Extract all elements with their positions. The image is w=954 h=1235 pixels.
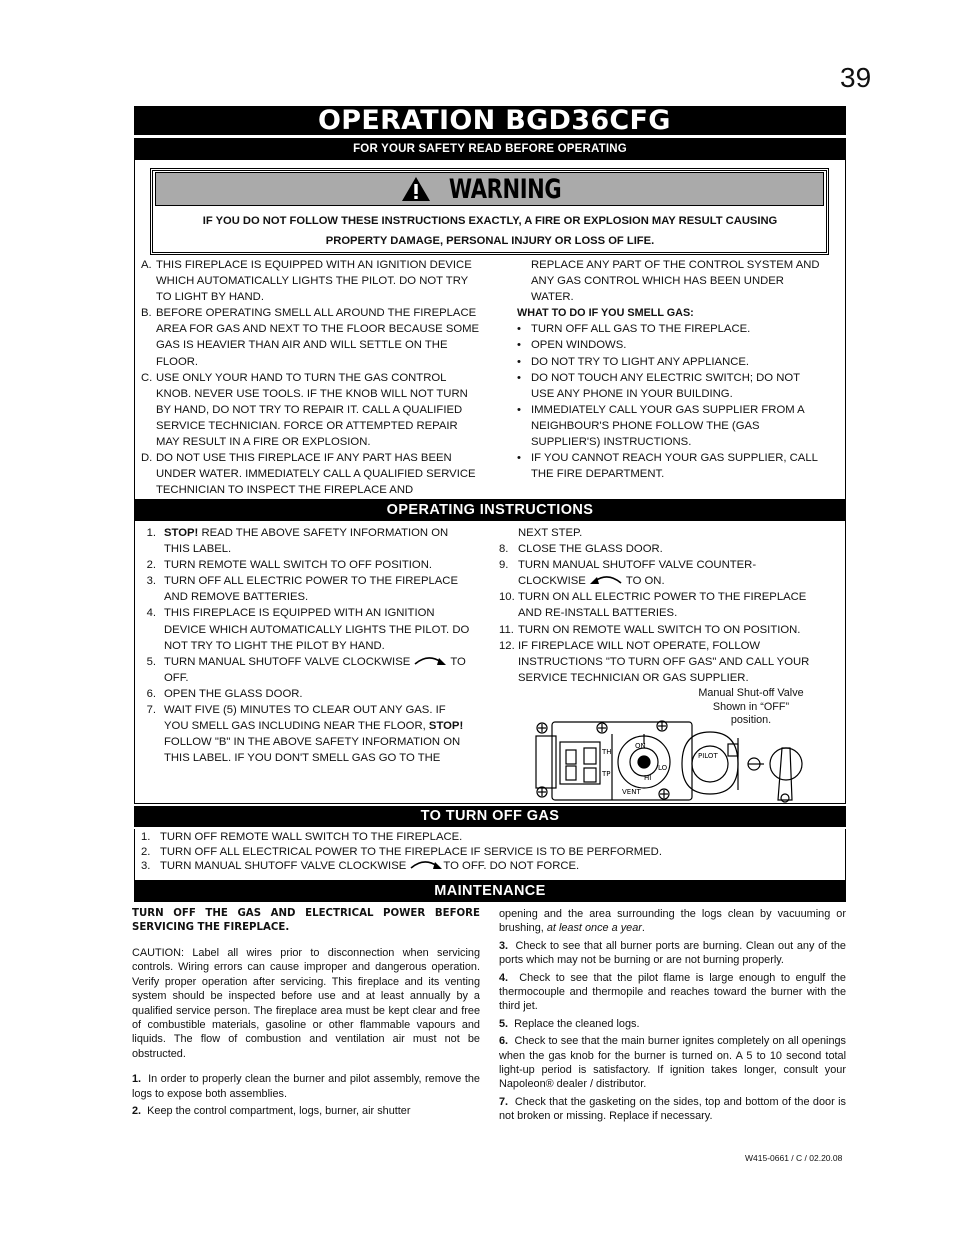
text-line: DO NOT USE THIS FIREPLACE IF ANY PART HAS BEEN — [156, 452, 452, 465]
item-number: 1. — [132, 1073, 142, 1086]
step-12 — [499, 638, 844, 686]
step-10 — [499, 589, 844, 621]
turn-off-steps — [141, 830, 841, 874]
valve-label-pilot: PILOT — [698, 752, 718, 760]
text-line: UNDER WATER. IMMEDIATELY CALL A QUALIFIED SERVICE — [156, 468, 476, 481]
text-line: TO — [450, 655, 466, 668]
caption-line: Shown in “OFF” — [712, 700, 790, 713]
smell-gas-item — [517, 402, 839, 450]
italic-emphasis: at least once a year — [543, 922, 642, 935]
text-line: ANY GAS CONTROL WHICH HAS BEEN UNDER — [531, 275, 784, 288]
step-11 — [499, 622, 844, 638]
text-line: USE ONLY YOUR HAND TO TURN THE GAS CONTROL — [156, 371, 447, 384]
maintenance-item-2 — [132, 1104, 480, 1118]
text-line: MAY RESULT IN A FIRE OR EXPLOSION. — [156, 436, 371, 449]
text-line: BEFORE OPERATING SMELL ALL AROUND THE FIREPLACE — [156, 307, 477, 320]
item-marker: C. — [141, 371, 153, 384]
item-text: Check that the gasketing on the sides, top and bottom of the door is not broken or missing. Replace if necessary. — [499, 1095, 846, 1123]
text-line: OPEN THE GLASS DOOR. — [164, 687, 303, 700]
item-number: 2. — [132, 1105, 142, 1118]
step-number: 10. — [499, 591, 515, 604]
item-number: 4. — [499, 971, 509, 984]
smell-gas-item — [517, 337, 839, 353]
text-line: TURN OFF REMOTE WALL SWITCH TO THE FIREPLACE. — [160, 831, 463, 843]
step-number: 2. — [146, 559, 156, 572]
valve-label-on: ON — [635, 742, 646, 750]
text-line: DEVICE WHICH AUTOMATICALLY LIGHTS THE PILOT. DO — [164, 623, 470, 636]
text-line: TURN ON REMOTE WALL SWITCH TO ON POSITION. — [518, 623, 801, 636]
step-number: 5. — [146, 655, 156, 668]
step-2 — [135, 557, 490, 573]
bullet: • — [517, 452, 521, 465]
item-text: opening and the area surrounding the logs clean by vacuuming or brushing, — [499, 908, 846, 935]
bullet: • — [517, 403, 521, 416]
maintenance-item-5 — [499, 1017, 846, 1031]
text-line: THIS FIREPLACE IS EQUIPPED WITH AN IGNITION — [164, 607, 435, 620]
text-line: THIS LABEL. IF YOU DON'T SMELL GAS GO TO THE — [164, 752, 441, 765]
warning-text — [160, 212, 820, 251]
page-title: OPERATION BGD36CFG — [134, 106, 846, 135]
valve-label-hi: HI — [644, 774, 652, 782]
text-line: WHICH AUTOMATICALLY LIGHTS THE PILOT. DO NOT TRY — [156, 275, 469, 288]
text-line: IMMEDIATELY CALL YOUR GAS SUPPLIER FROM A — [531, 403, 805, 416]
maintenance-heading: MAINTENANCE — [134, 881, 846, 902]
gas-valve-illustration — [532, 714, 814, 804]
text-line: THIS LABEL. — [164, 543, 232, 556]
item-marker: D. — [141, 452, 153, 465]
text-line: REPLACE ANY PART OF THE CONTROL SYSTEM AND — [531, 259, 820, 271]
maintenance-item-7 — [499, 1095, 846, 1124]
smell-gas-item — [517, 354, 839, 370]
text-line: NEIGHBOUR'S PHONE FOLLOW THE (GAS — [531, 419, 760, 432]
item-text: . — [641, 922, 645, 935]
text-line: TURN ON ALL ELECTRIC POWER TO THE FIREPLACE — [518, 591, 807, 604]
text-line: IF FIREPLACE WILL NOT OPERATE, FOLLOW — [518, 639, 761, 652]
item-text: In order to properly clean the burner and pilot assembly, remove the logs to expose both assemblies. — [132, 1073, 480, 1100]
maintenance-right-column — [499, 907, 846, 1127]
step-1 — [135, 525, 490, 557]
step-8 — [499, 541, 844, 557]
smell-gas-item — [517, 370, 839, 402]
text-line: BY HAND, DO NOT TRY TO REPAIR IT. CALL A QUALIFIED — [156, 403, 463, 416]
step-number: 9. — [499, 559, 509, 572]
text-line: TURN MANUAL SHUTOFF VALVE CLOCKWISE — [160, 860, 407, 873]
text-line: READ THE ABOVE SAFETY INFORMATION ON — [198, 527, 449, 539]
text-line: FOLLOW "B" IN THE ABOVE SAFETY INFORMATION ON — [164, 736, 461, 749]
smell-gas-item — [517, 450, 839, 482]
step-number: 3. — [141, 860, 151, 873]
text-line: AND REMOVE BATTERIES. — [164, 591, 309, 604]
step-7 — [135, 702, 490, 766]
text-line: YOU SMELL GAS INCLUDING NEAR THE FLOOR, — [164, 720, 426, 733]
text-line: TURN OFF ALL ELECTRICAL POWER TO THE FIREPLACE IF SERVICE IS TO BE PERFORMED. — [160, 845, 662, 858]
text-line: CLOCKWISE — [518, 575, 586, 588]
item-text: Keep the control compartment, logs, burner, air shutter — [147, 1105, 411, 1118]
text-line: SERVICE TECHNICIAN. FORCE OR ATTEMPTED REPAIR — [156, 419, 458, 432]
maintenance-item-4 — [499, 971, 846, 1014]
item-text: Check to see that the main burner ignites completely on all openings when the gas knob for the burner is turned on. A 5 to 10 second total light-up period is satisfactory. If ignition takes longer, consult your Napoleon® dealer / distributor. — [499, 1035, 847, 1091]
operating-left-column — [135, 525, 490, 766]
text-line: WATER. — [531, 291, 574, 304]
warning-triangle-icon — [401, 176, 431, 202]
caption-line: Manual Shut-off Valve — [698, 687, 804, 699]
text-line: OPEN WINDOWS. — [531, 339, 627, 352]
bullet: • — [517, 323, 521, 336]
text-line: SUPPLIER'S) INSTRUCTIONS. — [531, 436, 692, 449]
step-number: 1. — [141, 831, 151, 843]
text-line: FLOOR. — [156, 355, 199, 368]
caption-line: position. — [730, 714, 772, 726]
step-number: 2. — [141, 845, 151, 858]
text-line: SERVICE TECHNICIAN OR GAS SUPPLIER. — [518, 671, 749, 684]
turn-off-step-3 — [141, 859, 841, 874]
text-line: GAS IS HEAVIER THAN AIR AND WILL SETTLE ON THE — [156, 339, 448, 352]
item-marker: A. — [141, 259, 152, 271]
text-line: INSTRUCTIONS "TO TURN OFF GAS" AND CALL YOUR — [518, 655, 810, 668]
step-number: 3. — [146, 575, 156, 588]
text-line: TO OFF. DO NOT FORCE. — [443, 860, 580, 873]
clockwise-arrow-icon — [413, 655, 447, 667]
step-7-continued: NEXT STEP. — [518, 527, 583, 539]
safety-item-b — [141, 305, 507, 369]
maintenance-left-column — [132, 907, 480, 1121]
stop-emphasis: STOP! — [425, 720, 464, 733]
warning-line: IF YOU DO NOT FOLLOW THESE INSTRUCTIONS EXACTLY, A FIRE OR EXPLOSION MAY RESULT CAUSING — [202, 215, 778, 227]
step-9 — [499, 557, 844, 589]
text-line: TECHNICIAN TO INSPECT THE FIREPLACE AND — [156, 484, 414, 497]
bullet: • — [517, 339, 521, 352]
step-number: 7. — [146, 704, 156, 717]
text-line: DO NOT TRY TO LIGHT ANY APPLIANCE. — [531, 355, 750, 368]
text-line: KNOB. NEVER USE TOOLS. IF THE KNOB WILL NOT TURN — [156, 387, 468, 400]
item-text: Check to see that all burner ports are burning. Clean out any of the ports which may not be burning or are not burning properly. — [499, 939, 846, 967]
item-text: Replace the cleaned logs. — [514, 1017, 640, 1030]
item-marker: B. — [141, 307, 152, 320]
warning-heading — [155, 172, 824, 206]
safety-item-d — [141, 450, 507, 498]
step-number: 4. — [146, 607, 156, 620]
text-line: TO LIGHT BY HAND. — [156, 291, 264, 304]
text-line: THIS FIREPLACE IS EQUIPPED WITH AN IGNITION DEVICE — [156, 259, 472, 271]
turn-off-step-2 — [141, 845, 841, 860]
step-number: 1. — [146, 527, 156, 539]
step-number: 12. — [499, 639, 515, 652]
bullet: • — [517, 371, 521, 384]
maintenance-item-6 — [499, 1034, 846, 1092]
step-number: 8. — [499, 543, 509, 556]
step-5 — [135, 654, 490, 686]
text-line: TURN MANUAL SHUTOFF VALVE COUNTER- — [518, 559, 757, 572]
safety-header: FOR YOUR SAFETY READ BEFORE OPERATING — [134, 138, 846, 160]
item-number: 3. — [499, 939, 509, 952]
maintenance-caution: CAUTION: Label all wires prior to disconnection when servicing controls. Wiring errors can cause improper and dangerous operation. Verify proper operation after servicing. This fireplace and its venting system should be inspected before use and at least annually by a qualified service person. The fireplace area must be kept clear and free of combustible materials, gasoline or other flammable vapours and liquids. The flow of combustion and ventilation air must not be obstructed. — [132, 947, 480, 1060]
text-line: TURN REMOTE WALL SWITCH TO OFF POSITION. — [164, 559, 432, 572]
text-line: IF YOU CANNOT REACH YOUR GAS SUPPLIER, CALL — [531, 452, 818, 465]
text-line: AND RE-INSTALL BATTERIES. — [518, 607, 678, 620]
smell-gas-heading: WHAT TO DO IF YOU SMELL GAS: — [517, 307, 694, 320]
item-text: Check to see that the pilot flame is large enough to engulf the thermocouple and thermopile and reaches toward the burner with the third jet. — [499, 971, 846, 1013]
text-line: WAIT FIVE (5) MINUTES TO CLEAR OUT ANY GAS. IF — [164, 704, 446, 717]
item-number: 6. — [499, 1035, 509, 1048]
operating-instructions-heading: OPERATING INSTRUCTIONS — [134, 500, 846, 521]
operating-right-column — [499, 525, 844, 686]
text-line: TURN OFF ALL ELECTRIC POWER TO THE FIREPLACE — [164, 575, 458, 588]
valve-label-tp: TP — [602, 770, 611, 778]
safety-right-column — [517, 257, 839, 482]
safety-item-d-continued — [517, 257, 839, 305]
text-line: TURN MANUAL SHUTOFF VALVE CLOCKWISE — [164, 655, 411, 668]
text-line: OFF. — [164, 671, 189, 684]
bullet: • — [517, 355, 521, 368]
safety-item-c — [141, 370, 507, 450]
step-6 — [135, 686, 490, 702]
item-number: 7. — [499, 1095, 509, 1108]
valve-label-th: TH — [602, 748, 612, 756]
text-line: TURN OFF ALL GAS TO THE FIREPLACE. — [531, 323, 751, 336]
maintenance-item-1 — [132, 1072, 480, 1101]
step-4 — [135, 605, 490, 653]
counterclockwise-arrow-icon — [589, 574, 623, 586]
step-number: 11. — [499, 623, 514, 636]
valve-label-lo: LO — [658, 764, 668, 772]
maintenance-intro: TURN OFF THE GAS AND ELECTRICAL POWER BEFORE SERVICING THE FIREPLACE. — [132, 908, 480, 933]
turn-off-gas-heading: TO TURN OFF GAS — [134, 806, 846, 827]
safety-item-a — [141, 257, 507, 305]
text-line: DO NOT TOUCH ANY ELECTRIC SWITCH; DO NOT — [531, 371, 801, 384]
page-number: 39 — [840, 62, 872, 93]
warning-title: WARNING — [449, 173, 562, 205]
warning-line: PROPERTY DAMAGE, PERSONAL INJURY OR LOSS OF LIFE. — [325, 234, 655, 247]
stop-emphasis: STOP! — [164, 527, 199, 539]
valve-label-vent: VENT — [622, 788, 641, 796]
text-line: THE FIRE DEPARTMENT. — [531, 468, 665, 481]
text-line: USE ANY PHONE IN YOUR BUILDING. — [531, 387, 733, 400]
turn-off-step-1 — [141, 830, 841, 845]
text-line: NOT TRY TO LIGHT THE PILOT BY HAND. — [164, 639, 385, 652]
text-line: AREA FOR GAS AND NEXT TO THE FLOOR BECAUSE SOME — [156, 323, 480, 336]
text-line: TO ON. — [625, 575, 665, 588]
step-number: 6. — [146, 687, 156, 700]
clockwise-arrow-icon — [409, 859, 443, 871]
document-code: W415-0661 / C / 02.20.08 — [745, 1153, 843, 1163]
item-number: 5. — [499, 1017, 509, 1030]
step-3 — [135, 573, 490, 605]
safety-left-column — [141, 257, 507, 498]
smell-gas-item — [517, 321, 839, 337]
maintenance-item-3 — [499, 939, 846, 968]
maintenance-item-2-continued — [499, 907, 846, 936]
text-line: CLOSE THE GLASS DOOR. — [518, 543, 663, 556]
